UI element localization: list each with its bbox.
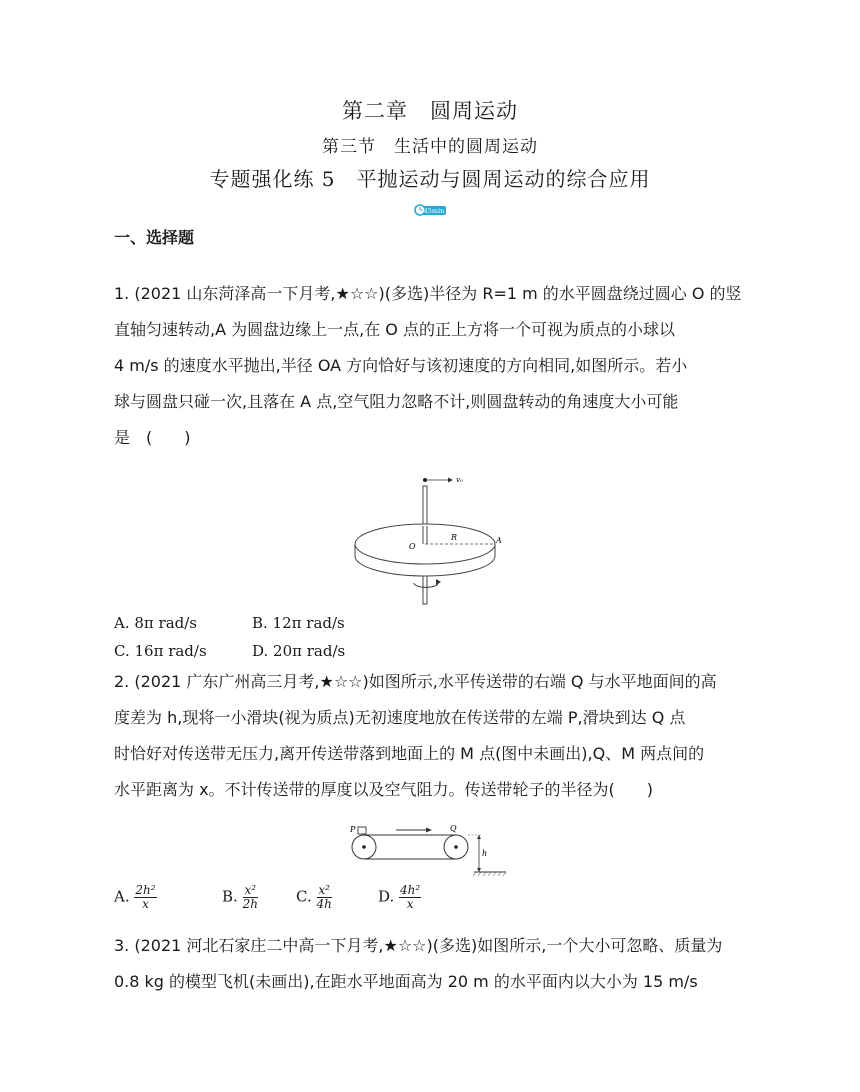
- q-label: Q: [450, 824, 457, 833]
- part-title: 一、选择题: [114, 228, 195, 247]
- question-line: 2. (2021 广东广州高三月考,★☆☆)如图所示,水平传送带的右端 Q 与水平地面间的高: [114, 672, 717, 691]
- option-b: B. 12π rad/s: [252, 614, 345, 632]
- option-a: [114, 884, 157, 911]
- o-label: O: [409, 542, 416, 551]
- option-d: [378, 884, 421, 911]
- option-letter: B.: [222, 887, 238, 906]
- question-line: 4 m/s 的速度水平抛出,半径 OA 方向恰好与该初速度的方向相同,如图所示。若小: [114, 356, 688, 375]
- option-letter: C.: [296, 887, 312, 906]
- fraction: $\frac{\text{x²}}{4h}$: [316, 883, 332, 911]
- time-badge: [414, 204, 446, 216]
- question-line: 1. (2021 山东菏泽高一下月考,★☆☆)(多选)半径为 R=1 m 的水平圆盘绕过圆心 O 的竖: [114, 284, 742, 303]
- r-label: R: [451, 533, 458, 542]
- question-line: 3. (2021 河北石家庄二中高一下月考,★☆☆)(多选)如图所示,一个大小可忽略、质量为: [114, 936, 723, 955]
- question-line: 直轴匀速转动,A 为圆盘边缘上一点,在 O 点的正上方将一个可视为质点的小球以: [114, 320, 675, 339]
- fraction: $\frac{\text{4h²}}{x}$: [400, 883, 421, 911]
- question-line: 度差为 h,现将一小滑块(视为质点)无初速度地放在传送带的左端 P,滑块到达 Q 点: [114, 708, 686, 727]
- question-line: 时恰好对传送带无压力,离开传送带落到地面上的 M 点(图中未画出),Q、M 两点间的: [114, 744, 705, 763]
- option-c: C. 16π rad/s: [114, 642, 207, 660]
- v0-label: v₀: [456, 476, 463, 484]
- a-label: A: [496, 536, 502, 545]
- fraction: $\frac{\text{x²}}{2h}$: [242, 883, 258, 911]
- question-line: 球与圆盘只碰一次,且落在 A 点,空气阻力忽略不计,则圆盘转动的角速度大小可能: [114, 392, 679, 411]
- option-b: [222, 884, 258, 911]
- conveyor-figure: [346, 822, 514, 876]
- question-2: [114, 664, 754, 808]
- disc-figure: [348, 468, 508, 608]
- question-line: 是 ( ): [114, 428, 191, 447]
- fraction: $\frac{\text{2h²}}{x}$: [135, 883, 156, 911]
- h-label: h: [482, 849, 488, 858]
- time-badge-text: 45min: [423, 207, 445, 215]
- question-line: 水平距离为 x。不计传送带的厚度以及空气阻力。传送带轮子的半径为( ): [114, 780, 654, 799]
- chapter-title: 第二章 圆周运动: [342, 99, 518, 123]
- p-label: P: [350, 825, 356, 834]
- option-letter: D.: [378, 887, 395, 906]
- option-a: A. 8π rad/s: [114, 614, 198, 632]
- question-line: 0.8 kg 的模型飞机(未画出),在距水平地面高为 20 m 的水平面内以大小为 15 m/s: [114, 972, 698, 991]
- option-d: D. 20π rad/s: [252, 642, 346, 660]
- question-3: [114, 928, 754, 1000]
- section-title: 第三节 生活中的圆周运动: [322, 137, 538, 157]
- option-letter: A.: [114, 887, 130, 906]
- option-c: [296, 884, 332, 911]
- question-1: [114, 276, 754, 456]
- topic-title: 专题强化练 5 平抛运动与圆周运动的综合应用: [209, 167, 651, 191]
